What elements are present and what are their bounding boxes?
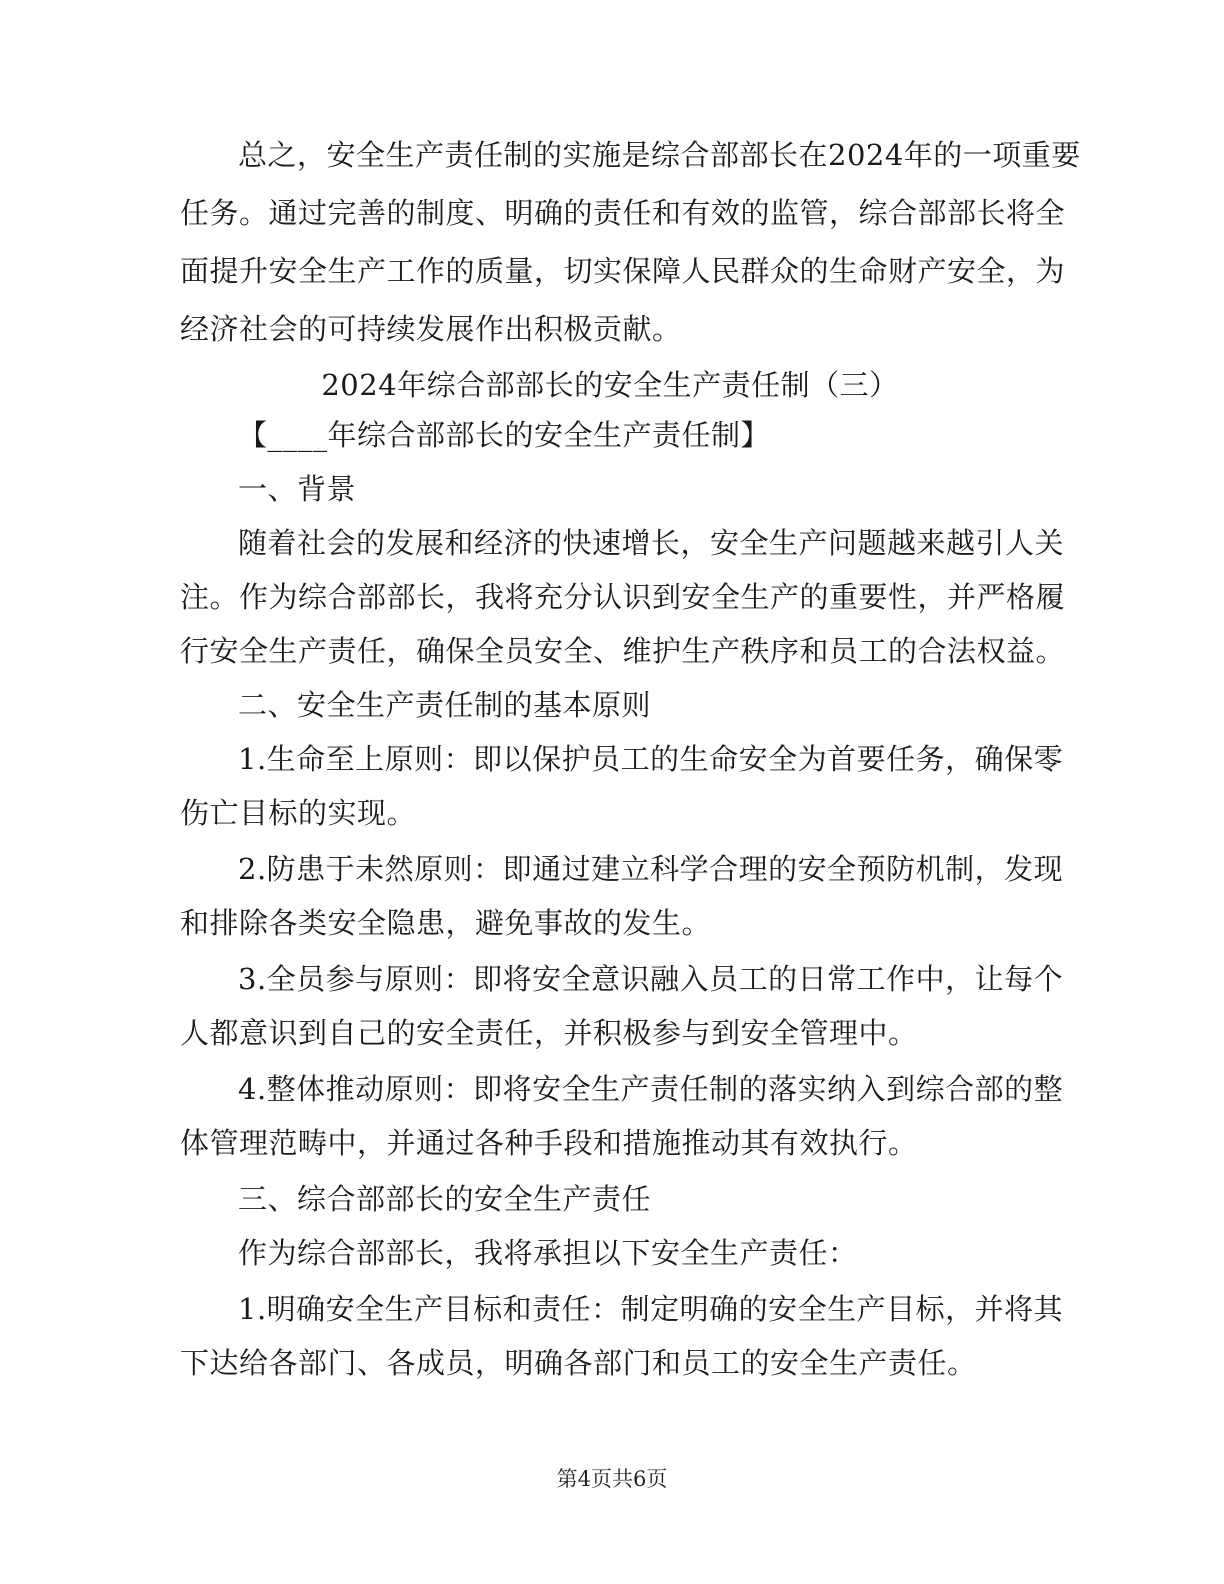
- paragraph-line: 作为综合部部长，我将承担以下安全生产责任：: [238, 1236, 858, 1270]
- list-item-line: 下达给各部门、各成员，明确各部门和员工的安全生产责任。: [180, 1346, 977, 1380]
- list-item-line: 1.明确安全生产目标和责任：制定明确的安全生产目标，并将其: [238, 1292, 1064, 1326]
- paragraph-line: 任务。通过完善的制度、明确的责任和有效的监管，综合部部长将全: [180, 196, 1066, 230]
- heading-principles: 二、安全生产责任制的基本原则: [238, 688, 652, 722]
- paragraph-line: 随着社会的发展和经济的快速增长，安全生产问题越来越引人关: [238, 526, 1065, 560]
- paragraph-line: 注。作为综合部部长，我将充分认识到安全生产的重要性，并严格履: [180, 580, 1066, 614]
- list-item-line: 1.生命至上原则：即以保护员工的生命安全为首要任务，确保零: [238, 742, 1064, 776]
- list-item-line: 2.防患于未然原则：即通过建立科学合理的安全预防机制，发现: [238, 852, 1064, 886]
- paragraph-line: 面提升安全生产工作的质量，切实保障人民群众的生命财产安全，为: [180, 254, 1066, 288]
- subtitle-heading: 【____年综合部部长的安全生产责任制】: [238, 418, 771, 452]
- paragraph-line: 行安全生产责任，确保全员安全、维护生产秩序和员工的合法权益。: [180, 634, 1066, 668]
- paragraph-line: 总之，安全生产责任制的实施是综合部部长在2024年的一项重要: [238, 138, 1081, 172]
- section-title: 2024年综合部部长的安全生产责任制（三）: [321, 368, 899, 402]
- list-item-line: 和排除各类安全隐患，避免事故的发生。: [180, 906, 712, 940]
- heading-responsibilities: 三、综合部部长的安全生产责任: [238, 1182, 652, 1216]
- list-item-line: 3.全员参与原则：即将安全意识融入员工的日常工作中，让每个: [238, 962, 1064, 996]
- list-item-line: 人都意识到自己的安全责任，并积极参与到安全管理中。: [180, 1016, 918, 1050]
- heading-background: 一、背景: [238, 472, 357, 506]
- list-item-line: 伤亡目标的实现。: [180, 796, 417, 830]
- list-item-line: 体管理范畴中，并通过各种手段和措施推动其有效执行。: [180, 1126, 918, 1160]
- paragraph-line: 经济社会的可持续发展作出积极贡献。: [180, 312, 682, 346]
- page-number-footer: 第4页共6页: [556, 1467, 668, 1491]
- list-item-line: 4.整体推动原则：即将安全生产责任制的落实纳入到综合部的整: [238, 1072, 1064, 1106]
